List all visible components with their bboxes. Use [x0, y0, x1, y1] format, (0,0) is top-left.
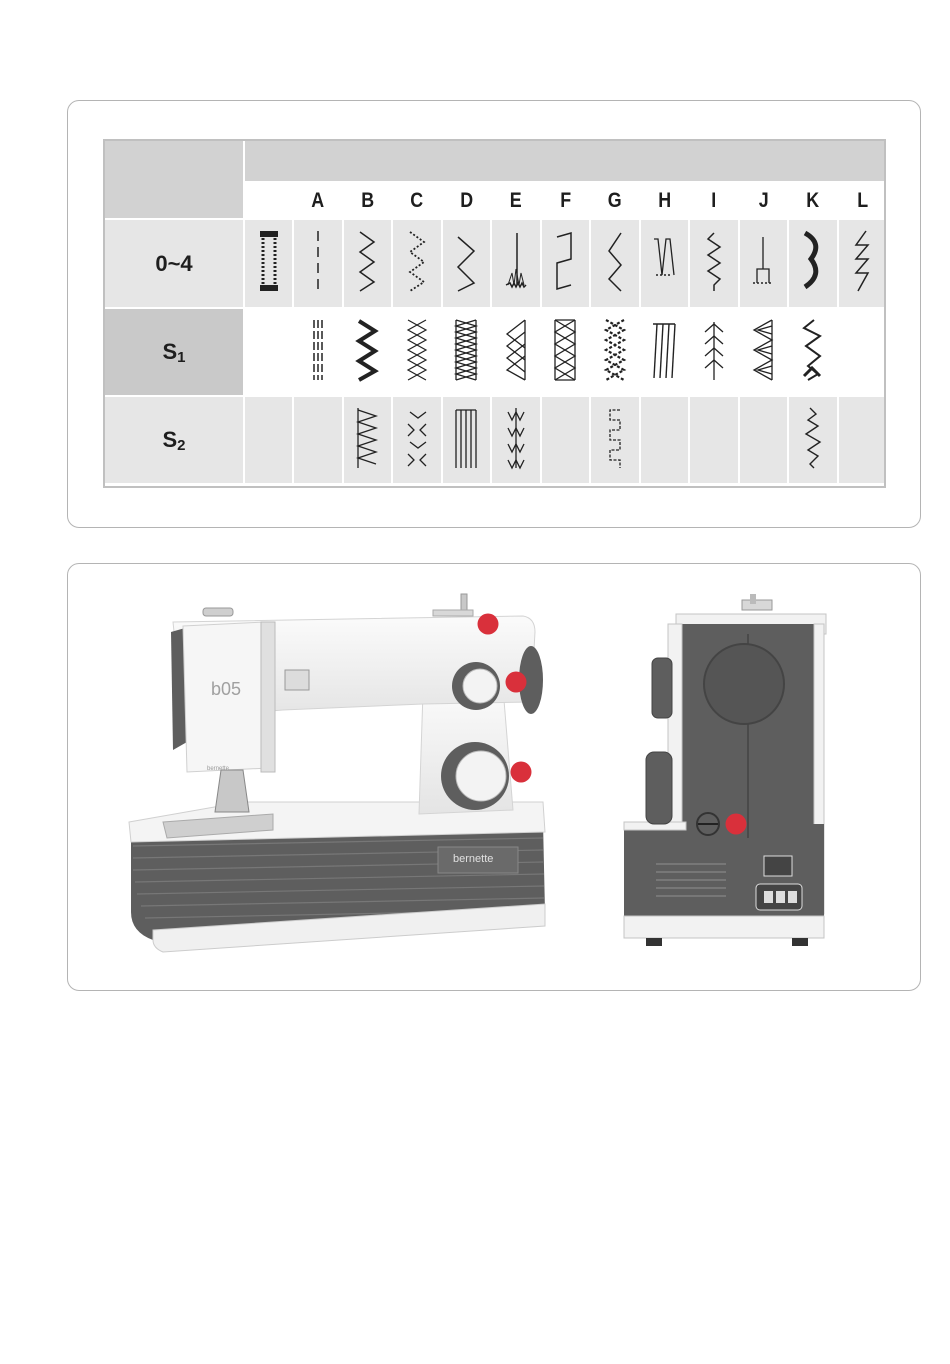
- triple-straight-stitch-icon: [293, 308, 343, 396]
- empty-cell: [244, 308, 293, 396]
- ladder-stitch-icon: [442, 396, 492, 484]
- row-label-0-4: 0~4: [104, 219, 244, 308]
- column-header-f: F: [544, 182, 586, 219]
- lightning-stitch-icon: [590, 219, 640, 308]
- serpentine-stitch-icon: [689, 219, 739, 308]
- row-label-s2-main: S: [162, 426, 178, 452]
- column-header-i: I: [693, 182, 735, 219]
- row-label-s2: [104, 396, 244, 484]
- column-header-g: G: [594, 182, 636, 219]
- column-header-b: B: [346, 182, 388, 219]
- scallop-stitch-icon: [392, 396, 442, 484]
- buttonhole-stitch-icon: [244, 219, 293, 308]
- stitch-table-panel: [67, 100, 921, 528]
- overlock-stitch-icon: [343, 396, 393, 484]
- stretch-overlock-stitch-icon: [640, 219, 690, 308]
- straight-stitch-icon: [293, 219, 343, 308]
- table-header-band: [244, 140, 887, 182]
- column-header-a: A: [297, 182, 339, 219]
- greek-key-stitch-icon: [590, 396, 640, 484]
- empty-cell: [739, 396, 789, 484]
- machine-panel: [67, 563, 921, 991]
- triangle-stitch-icon: [739, 308, 789, 396]
- brand-label: bernette: [453, 853, 494, 865]
- row-label-s1-main: S: [162, 338, 178, 364]
- column-header-j: J: [742, 182, 784, 219]
- empty-cell: [640, 396, 690, 484]
- column-header-blank: [244, 182, 293, 219]
- column-header-h: H: [643, 182, 685, 219]
- blind-hem-stitch-icon: [491, 219, 541, 308]
- dotted-zigzag-stitch-icon: [392, 219, 442, 308]
- empty-cell: [689, 396, 739, 484]
- honeycomb-stitch-icon: [392, 308, 442, 396]
- stretch-hem-stitch-icon: [640, 308, 690, 396]
- feather-stitch-icon: [838, 219, 888, 308]
- wide-zigzag-stitch-icon: [442, 219, 492, 308]
- sewing-machine-front-view: [123, 592, 563, 962]
- elastic-blind-stitch-icon: [739, 219, 789, 308]
- arrowhead-stitch-icon: [491, 308, 541, 396]
- smocking-stitch-icon: [442, 308, 492, 396]
- triple-zigzag-stitch-icon: [343, 308, 393, 396]
- ladder-zigzag-stitch-icon: [541, 308, 591, 396]
- arm-brand-label: bernette: [207, 766, 230, 772]
- row-label-s1-sub: 1: [177, 348, 186, 366]
- empty-cell: [838, 308, 888, 396]
- empty-cell: [244, 396, 293, 484]
- fagoting-stitch-icon: [689, 308, 739, 396]
- decorative-zigzag-stitch-icon: [788, 308, 838, 396]
- zigzag-stitch-icon: [343, 219, 393, 308]
- cross-stitch-icon: [590, 308, 640, 396]
- column-header-l: L: [841, 182, 883, 219]
- row-label-s2-sub: 2: [177, 436, 186, 454]
- column-header-k: K: [792, 182, 834, 219]
- square-wave-stitch-icon: [541, 219, 591, 308]
- row-label-s1: [104, 308, 244, 396]
- table-corner: [104, 140, 244, 219]
- empty-cell: [838, 396, 888, 484]
- model-label: b05: [211, 679, 242, 699]
- wave-stitch-icon: [788, 396, 838, 484]
- column-header-d: D: [445, 182, 487, 219]
- empty-cell: [293, 396, 343, 484]
- stitch-table: [103, 139, 888, 485]
- column-header-c: C: [396, 182, 438, 219]
- overcast-stitch-icon: [491, 396, 541, 484]
- sewing-machine-side-view: [616, 594, 846, 954]
- shell-tuck-stitch-icon: [788, 219, 838, 308]
- column-header-e: E: [495, 182, 537, 219]
- empty-cell: [541, 396, 591, 484]
